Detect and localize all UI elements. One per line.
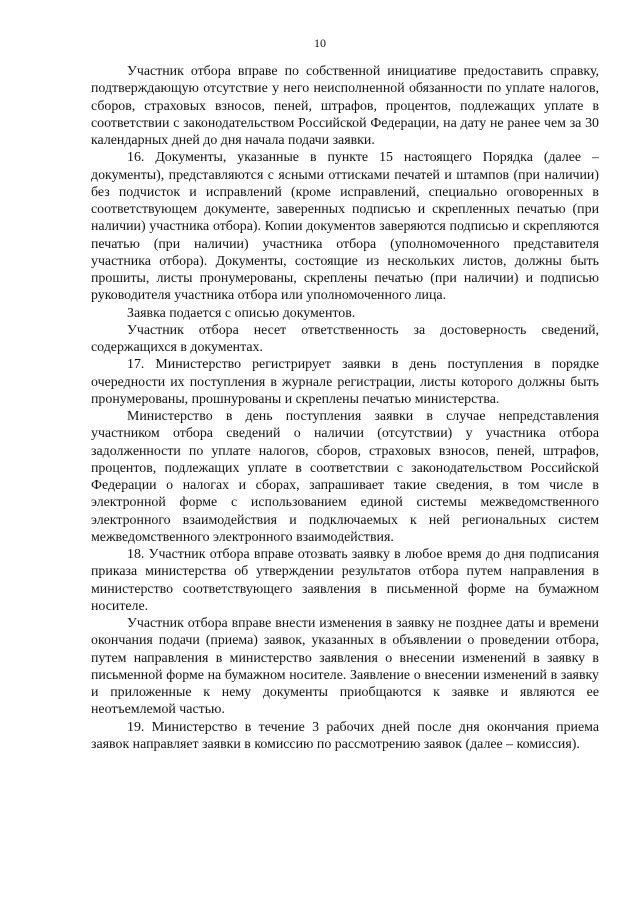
paragraph-ministry-request: Министерство в день поступления заявки в случае непредставления участником отбора сведений о наличии (отсутствии) у участника отбора задолженности по уплате налогов, сборов, страховых взносов, пеней, штрафов, процентов, подлежащих уплате в соответствии с законодательством Российской Федерации о налогах и сборах, запрашивает такие сведения, в том числе в электронной форме с использованием единой системы межведомственного электронного взаимодействия и подключаемых к ней региональных систем межведомственного электронного взаимодействия. xyxy=(91,409,599,545)
paragraph-amendments: Участник отбора вправе внести изменения в заявку не позднее даты и времени окончания подачи (приема) заявок, указанных в объявлении о проведении отбора, путем направления в министерство заявления о внесении изменений в заявку в письменной форме на бумажном носителе. Заявление о внесении изменений в заявку и приложенные к нему документы приобщаются к заявке и являются ее неотъемлемой частью. xyxy=(91,616,599,718)
page-number: 10 xyxy=(314,36,326,50)
paragraph-17-registration: 17. Министерство регистрирует заявки в день поступления в порядке очередности их поступления в журнале регистрации, листы которого должны быть пронумерованы, прошнурованы и скреплены печатью министерства. xyxy=(91,357,599,407)
document-body xyxy=(91,63,599,753)
paragraph-inventory: Заявка подается с описью документов. xyxy=(127,305,356,321)
paragraph-19-commission: 19. Министерство в течение 3 рабочих дней после дня окончания приема заявок направляет заявки в комиссию по рассмотрению заявок (далее – комиссия). xyxy=(91,719,599,752)
paragraph-16-documents: 16. Документы, указанные в пункте 15 настоящего Порядка (далее – документы), представляются с ясными оттисками печатей и штампов (при наличии) без подчисток и исправлений (кроме исправлений, специально оговоренных в соответствующем документе, заверенных подписью и скрепленных печатью (при наличии) участника отбора). Копии документов заверяются подписью и скрепляются печатью (при наличии) участника отбора (уполномоченного представителя участника отбора). Документы, состоящие из нескольких листов, должны быть прошиты, листы пронумерованы, скреплены печатью (при наличии) и подписью руководителя участника отбора или уполномоченного лица. xyxy=(91,150,599,304)
paragraph-tax-certificate: Участник отбора вправе по собственной инициативе предоставить справку, подтверждающую отсутствие у него неисполненной обязанности по уплате налогов, сборов, страховых взносов, пеней, штрафов, процентов, подлежащих уплате в соответствии с законодательством Российской Федерации, на дату не ранее чем за 30 календарных дней до дня начала подачи заявки. xyxy=(91,64,599,148)
paragraph-18-withdrawal: 18. Участник отбора вправе отозвать заявку в любое время до дня подписания приказа министерства об утверждении результатов отбора путем направления в министерство соответствующего заявления в письменной форме на бумажном носителе. xyxy=(91,547,599,614)
paragraph-responsibility: Участник отбора несет ответственность за достоверность сведений, содержащихся в документах. xyxy=(91,322,599,355)
